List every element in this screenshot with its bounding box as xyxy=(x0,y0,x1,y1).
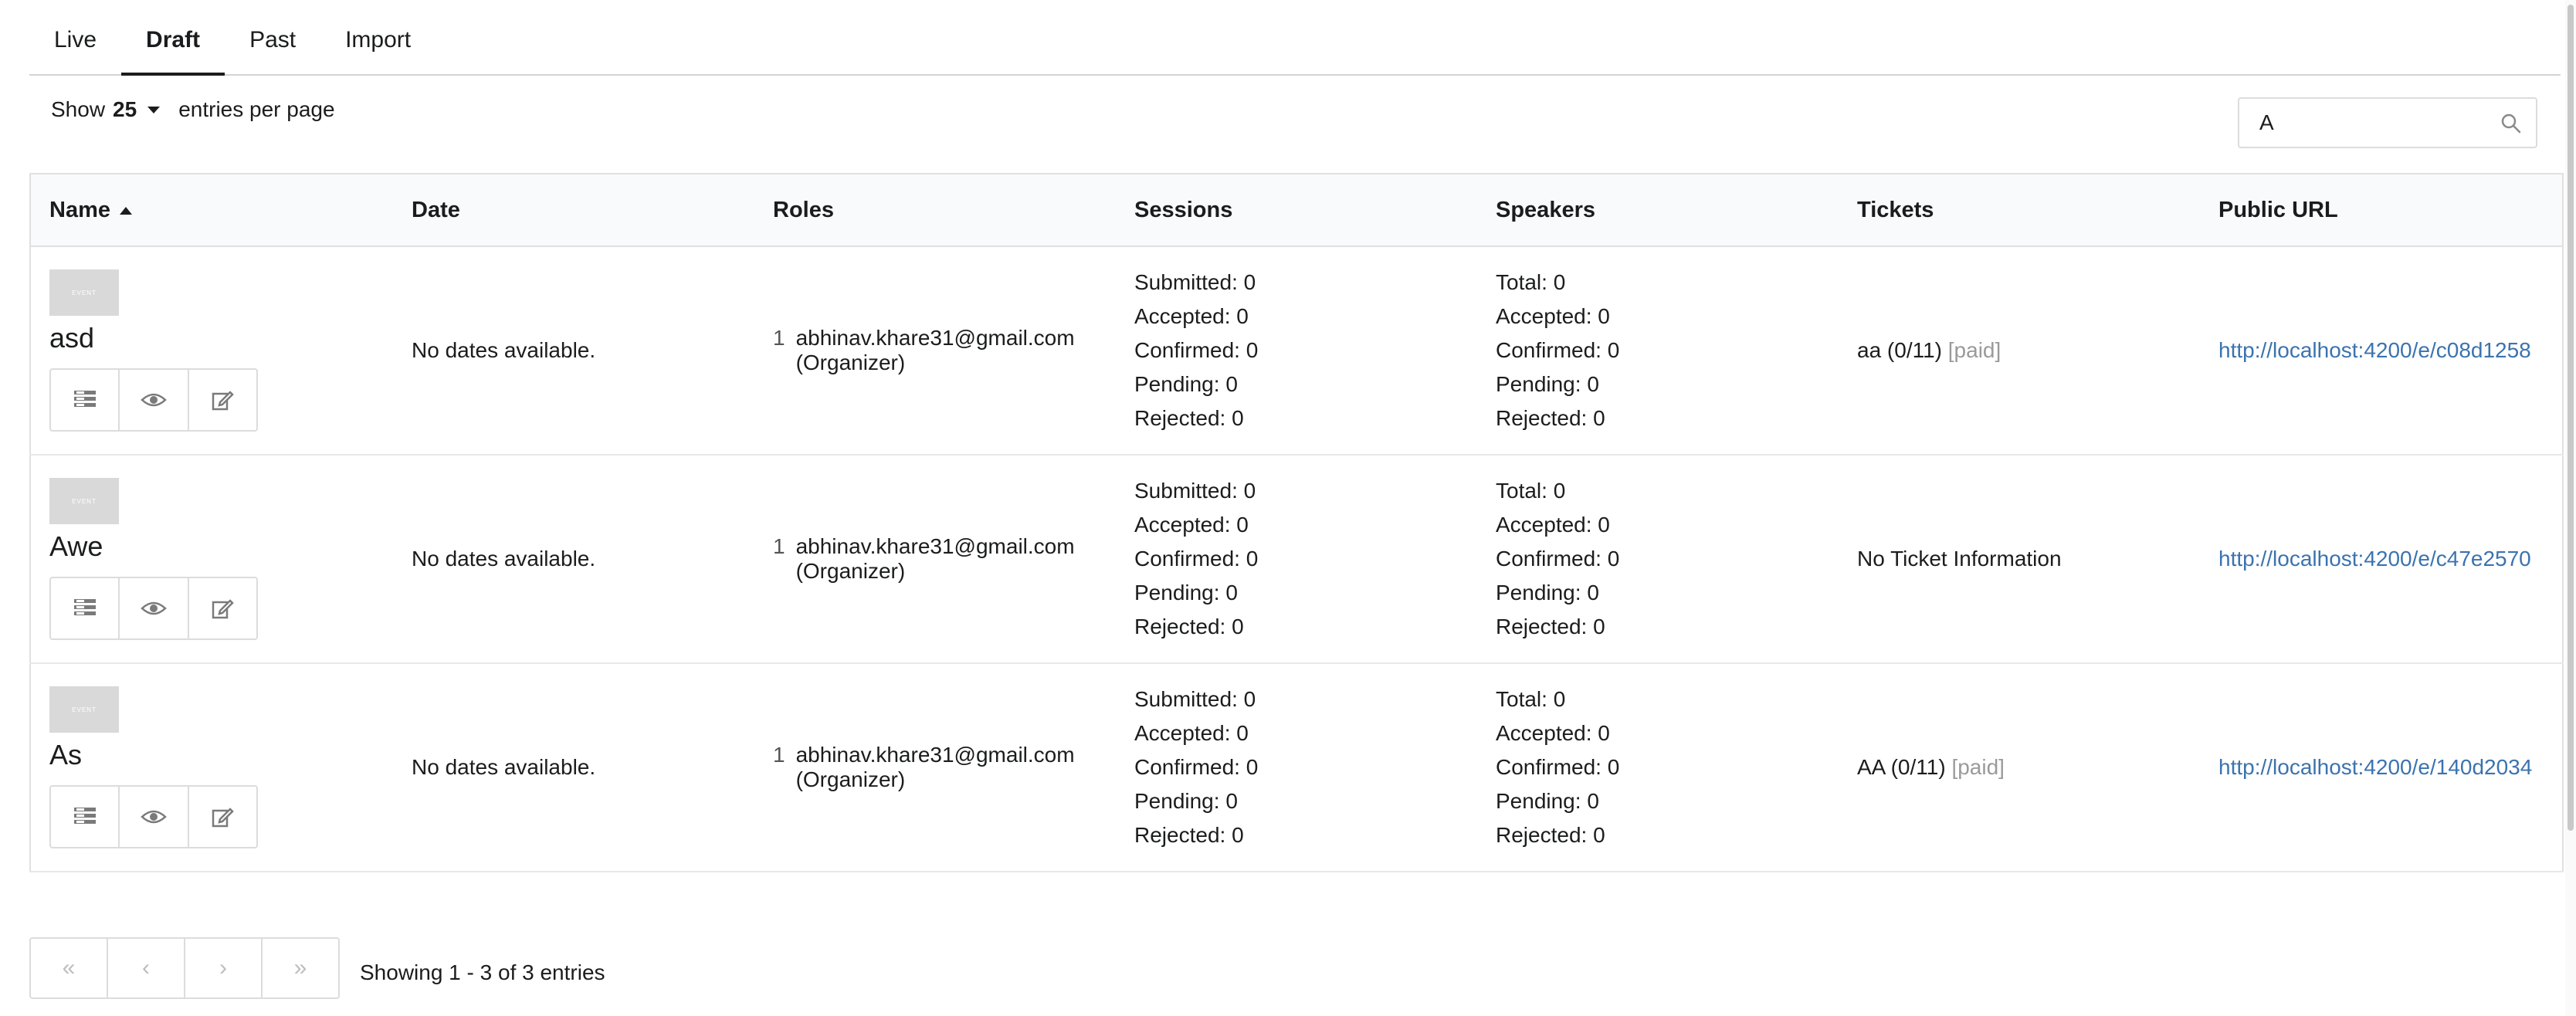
pagination-status: Showing 1 - 3 of 3 entries xyxy=(360,960,605,984)
entries-per-page xyxy=(51,97,335,122)
dashboard-icon xyxy=(73,806,97,828)
eye-icon xyxy=(141,808,167,825)
scrollbar-thumb[interactable] xyxy=(2568,5,2574,831)
session-rejected: Rejected: 0 xyxy=(1134,823,1244,847)
edit-button[interactable] xyxy=(189,787,256,847)
table-header-row xyxy=(30,174,2563,246)
event-name: Awe xyxy=(49,530,103,562)
column-header-tickets[interactable]: Tickets xyxy=(1839,174,2200,246)
first-page-button[interactable]: « xyxy=(31,939,108,997)
role-email: abhinav.khare31@gmail.com xyxy=(795,534,1075,558)
role-email: abhinav.khare31@gmail.com xyxy=(795,326,1075,350)
edit-icon xyxy=(211,388,234,411)
eye-icon xyxy=(141,600,167,617)
cell-date: No dates available. xyxy=(393,246,754,455)
event-name: asd xyxy=(49,322,95,354)
dashboard-icon xyxy=(73,389,97,411)
column-header-roles[interactable]: Roles xyxy=(754,174,1116,246)
cell-public-url xyxy=(2200,246,2563,455)
role-type: (Organizer) xyxy=(795,559,906,583)
cell-name xyxy=(30,455,393,663)
previous-page-button[interactable]: ‹ xyxy=(108,939,185,997)
table-row xyxy=(30,246,2563,455)
ticket-info: aa (0/11) xyxy=(1857,338,1942,362)
session-accepted: Accepted: 0 xyxy=(1134,721,1249,745)
view-button[interactable] xyxy=(120,787,188,847)
cell-sessions xyxy=(1116,663,1477,872)
page-scrollbar[interactable] xyxy=(2565,0,2576,1016)
ticket-type: [paid] xyxy=(1947,338,2001,362)
column-header-speakers[interactable]: Speakers xyxy=(1477,174,1839,246)
speaker-pending: Pending: 0 xyxy=(1496,789,1599,813)
event-thumbnail: EVENT xyxy=(49,686,119,733)
role-number: 1 xyxy=(773,743,785,767)
edit-button[interactable] xyxy=(189,578,256,638)
role-number: 1 xyxy=(773,326,785,350)
speaker-total: Total: 0 xyxy=(1496,479,1566,503)
cell-speakers xyxy=(1477,455,1839,663)
ticket-info: AA (0/11) xyxy=(1857,755,1946,779)
events-table xyxy=(29,173,2564,872)
speaker-pending: Pending: 0 xyxy=(1496,581,1599,605)
public-url-link[interactable]: http://localhost:4200/e/c08d1258 xyxy=(2218,338,2531,362)
event-thumbnail: EVENT xyxy=(49,478,119,524)
cell-name xyxy=(30,663,393,872)
view-button[interactable] xyxy=(120,370,188,430)
speaker-rejected: Rejected: 0 xyxy=(1496,615,1605,638)
edit-icon xyxy=(211,597,234,620)
speaker-rejected: Rejected: 0 xyxy=(1496,823,1605,847)
dashboard-button[interactable] xyxy=(51,578,120,638)
search-icon[interactable] xyxy=(2500,113,2522,138)
cell-roles xyxy=(754,455,1116,663)
speaker-total: Total: 0 xyxy=(1496,687,1566,711)
role-type: (Organizer) xyxy=(795,351,906,374)
dashboard-button[interactable] xyxy=(51,787,120,847)
edit-button[interactable] xyxy=(189,370,256,430)
speaker-confirmed: Confirmed: 0 xyxy=(1496,547,1620,571)
tab-draft[interactable]: Draft xyxy=(121,6,225,74)
cell-tickets xyxy=(1839,663,2200,872)
dashboard-button[interactable] xyxy=(51,370,120,430)
cell-sessions xyxy=(1116,246,1477,455)
cell-roles xyxy=(754,246,1116,455)
session-pending: Pending: 0 xyxy=(1134,372,1238,396)
session-confirmed: Confirmed: 0 xyxy=(1134,755,1259,779)
tab-import[interactable]: Import xyxy=(345,27,412,52)
cell-tickets xyxy=(1839,246,2200,455)
search-box xyxy=(2238,97,2537,148)
sort-ascending-icon xyxy=(120,207,132,215)
speaker-rejected: Rejected: 0 xyxy=(1496,406,1605,430)
dashboard-icon xyxy=(73,598,97,619)
eye-icon xyxy=(141,391,167,408)
cell-date: No dates available. xyxy=(393,663,754,872)
speaker-accepted: Accepted: 0 xyxy=(1496,513,1610,537)
speaker-confirmed: Confirmed: 0 xyxy=(1496,338,1620,362)
role-email: abhinav.khare31@gmail.com xyxy=(795,743,1075,767)
ticket-info: No Ticket Information xyxy=(1857,547,2062,571)
cell-speakers xyxy=(1477,246,1839,455)
role-number: 1 xyxy=(773,534,785,558)
session-accepted: Accepted: 0 xyxy=(1134,304,1249,328)
event-tabs xyxy=(29,0,2561,76)
cell-public-url xyxy=(2200,455,2563,663)
row-actions xyxy=(49,368,258,432)
speaker-total: Total: 0 xyxy=(1496,270,1566,294)
speaker-pending: Pending: 0 xyxy=(1496,372,1599,396)
view-button[interactable] xyxy=(120,578,188,638)
speaker-confirmed: Confirmed: 0 xyxy=(1496,755,1620,779)
session-submitted: Submitted: 0 xyxy=(1134,270,1256,294)
session-submitted: Submitted: 0 xyxy=(1134,479,1256,503)
cell-roles xyxy=(754,663,1116,872)
ticket-type: [paid] xyxy=(1951,755,2005,779)
session-confirmed: Confirmed: 0 xyxy=(1134,547,1259,571)
speaker-accepted: Accepted: 0 xyxy=(1496,304,1610,328)
chevron-down-icon[interactable] xyxy=(147,107,160,113)
session-accepted: Accepted: 0 xyxy=(1134,513,1249,537)
cell-speakers xyxy=(1477,663,1839,872)
edit-icon xyxy=(211,805,234,828)
row-actions xyxy=(49,577,258,640)
role-type: (Organizer) xyxy=(795,767,906,791)
cell-tickets xyxy=(1839,455,2200,663)
speaker-accepted: Accepted: 0 xyxy=(1496,721,1610,745)
tab-live[interactable]: Live xyxy=(54,27,97,52)
public-url-link[interactable]: http://localhost:4200/e/c47e2570 xyxy=(2218,547,2531,571)
column-header-public-url[interactable]: Public URL xyxy=(2200,174,2563,246)
session-rejected: Rejected: 0 xyxy=(1134,406,1244,430)
session-confirmed: Confirmed: 0 xyxy=(1134,338,1259,362)
tab-past[interactable]: Past xyxy=(249,27,297,52)
session-rejected: Rejected: 0 xyxy=(1134,615,1244,638)
cell-name xyxy=(30,246,393,455)
cell-sessions xyxy=(1116,455,1477,663)
event-thumbnail: EVENT xyxy=(49,269,119,316)
public-url-link[interactable]: http://localhost:4200/e/140d2034 xyxy=(2218,755,2533,779)
cell-public-url xyxy=(2200,663,2563,872)
column-header-name[interactable]: Name xyxy=(30,174,393,246)
column-header-sessions[interactable]: Sessions xyxy=(1116,174,1477,246)
row-actions xyxy=(49,785,258,848)
table-row xyxy=(30,663,2563,872)
entries-count-dropdown[interactable]: 25 xyxy=(113,97,137,121)
session-pending: Pending: 0 xyxy=(1134,581,1238,605)
event-name: As xyxy=(49,739,83,770)
next-page-button[interactable]: › xyxy=(185,939,263,997)
entries-suffix: entries per page xyxy=(178,97,335,121)
last-page-button[interactable]: » xyxy=(293,955,307,980)
show-label: Show xyxy=(51,97,106,121)
session-pending: Pending: 0 xyxy=(1134,789,1238,813)
search-input[interactable] xyxy=(2239,110,2511,135)
cell-date: No dates available. xyxy=(393,455,754,663)
table-row xyxy=(30,455,2563,663)
session-submitted: Submitted: 0 xyxy=(1134,687,1256,711)
pagination xyxy=(29,937,340,999)
column-header-date[interactable]: Date xyxy=(393,174,754,246)
